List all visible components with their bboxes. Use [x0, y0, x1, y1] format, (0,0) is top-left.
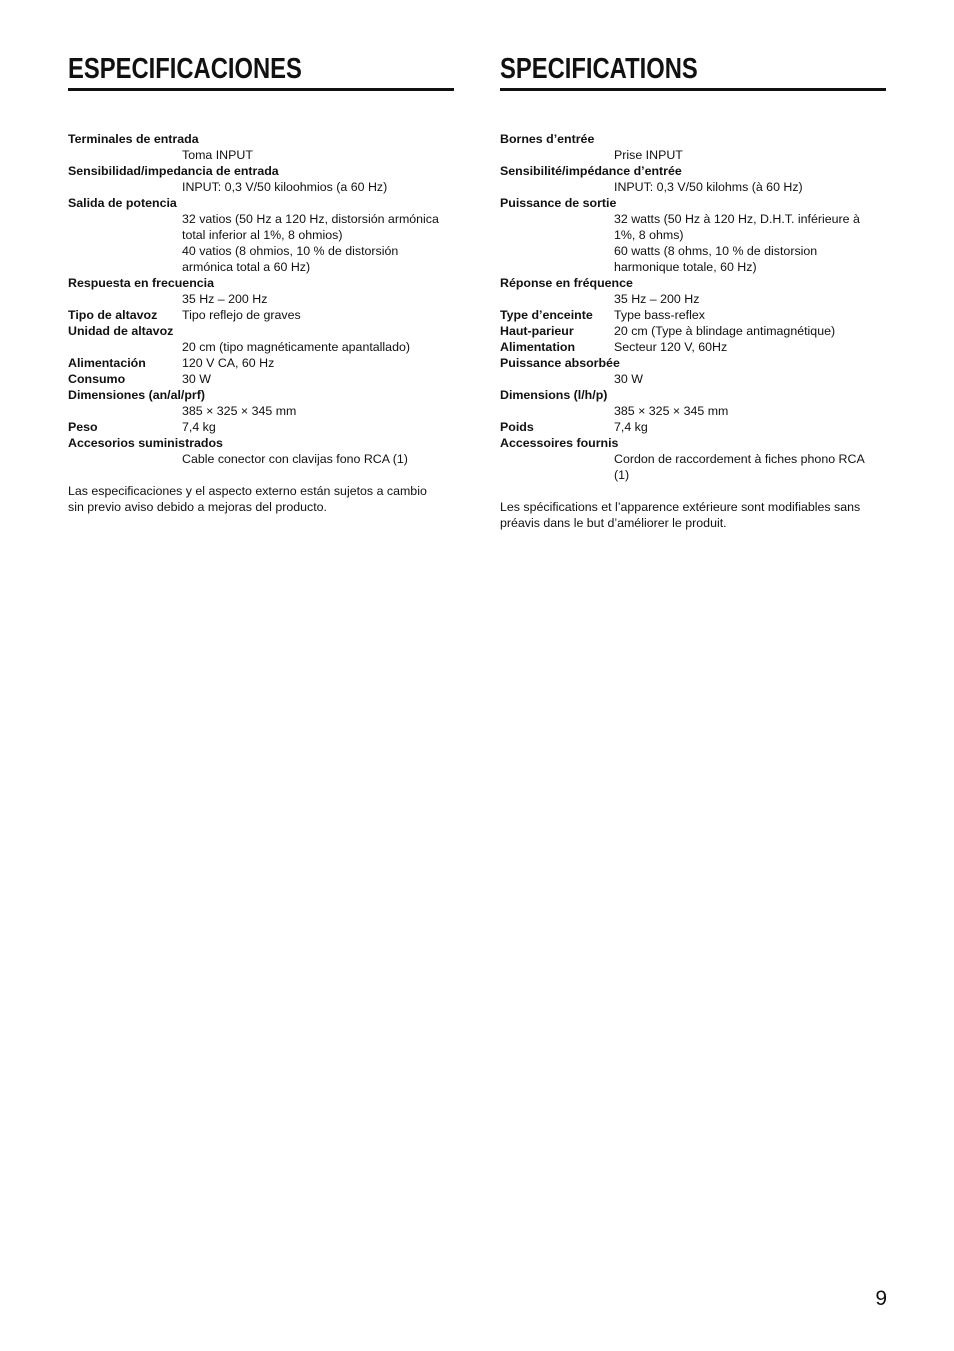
spanish-spec-list — [68, 131, 454, 467]
spec-value-weight: 7,4 kg — [614, 420, 648, 434]
spec-value-enclosure: Type bass-reflex — [614, 308, 705, 322]
spec-value-weight: 7,4 kg — [182, 420, 216, 434]
spec-label-speaker-type: Tipo de altavoz — [68, 308, 158, 322]
spec-label-input-terminals: Bornes d’entrée — [500, 132, 595, 146]
spec-value-power-output-line1: 32 vatios (50 Hz a 120 Hz, distorsión armónica — [182, 212, 439, 226]
french-specifications-column — [500, 52, 886, 531]
spec-value-sensitivity: INPUT: 0,3 V/50 kilohms (à 60 Hz) — [614, 180, 803, 194]
spec-value-consumption: 30 W — [614, 372, 643, 386]
spec-value-power-output-line3: 40 vatios (8 ohmios, 10 % de distorsión — [182, 244, 399, 258]
spec-label-power-output: Salida de potencia — [68, 196, 177, 210]
spec-label-power-output: Puissance de sortie — [500, 196, 617, 210]
spec-label-dimensions: Dimensiones (an/al/prf) — [68, 388, 206, 402]
spec-label-power-supply: Alimentación — [68, 356, 146, 370]
spec-value-power-supply: 120 V CA, 60 Hz — [182, 356, 275, 370]
spec-label-consumption: Puissance absorbée — [500, 356, 620, 370]
spec-label-speaker-unit: Unidad de altavoz — [68, 324, 174, 338]
spanish-specifications-column — [68, 52, 454, 515]
spec-value-sensitivity: INPUT: 0,3 V/50 kiloohmios (a 60 Hz) — [182, 180, 388, 194]
spec-label-frequency: Réponse en fréquence — [500, 276, 633, 290]
spec-label-sensitivity: Sensibilidad/impedancia de entrada — [68, 164, 279, 178]
spec-label-speaker: Haut-parieur — [500, 324, 574, 338]
spec-value-power-output-line2: 1%, 8 ohms) — [614, 228, 684, 242]
note-line: sin previo aviso debido a mejoras del producto. — [68, 500, 327, 514]
spec-label-input-terminals: Terminales de entrada — [68, 132, 199, 146]
spec-label-accessories: Accessoires fournis — [500, 436, 619, 450]
spec-value-input-terminals: Toma INPUT — [182, 148, 253, 162]
spec-value-accessories-line1: Cordon de raccordement à fiches phono RCA — [614, 452, 865, 466]
spec-label-weight: Peso — [68, 420, 98, 434]
spec-value-consumption: 30 W — [182, 372, 211, 386]
page-number: 9 — [875, 1287, 887, 1310]
spanish-page-title: ESPECIFICACIONES — [68, 53, 302, 85]
spec-label-power-supply: Alimentation — [500, 340, 576, 354]
spec-value-dimensions: 385 × 325 × 345 mm — [182, 404, 297, 418]
spec-value-power-output-line1: 32 watts (50 Hz à 120 Hz, D.H.T. inférieure à — [614, 212, 860, 226]
spec-value-speaker-type: Tipo reflejo de graves — [182, 308, 301, 322]
spanish-disclaimer-note — [68, 483, 454, 515]
spec-value-power-output-line4: armónica total a 60 Hz) — [182, 260, 311, 274]
spec-label-frequency: Respuesta en frecuencia — [68, 276, 214, 290]
spec-value-power-output-line4: harmonique totale, 60 Hz) — [614, 260, 757, 274]
spec-value-input-terminals: Prise INPUT — [614, 148, 683, 162]
spec-label-accessories: Accesorios suministrados — [68, 436, 223, 450]
spec-value-power-output-line3: 60 watts (8 ohms, 10 % de distorsion — [614, 244, 818, 258]
french-spec-list — [500, 131, 886, 483]
spec-value-power-supply: Secteur 120 V, 60Hz — [614, 340, 728, 354]
spec-value-dimensions: 385 × 325 × 345 mm — [614, 404, 729, 418]
spec-label-weight: Poids — [500, 420, 534, 434]
title-underline — [68, 88, 454, 91]
spec-value-speaker-unit: 20 cm (tipo magnéticamente apantallado) — [182, 340, 410, 354]
note-line: Les spécifications et l’apparence extérieure sont modifiables sans — [500, 500, 861, 514]
spec-label-dimensions: Dimensions (l/h/p) — [500, 388, 608, 402]
spec-label-consumption: Consumo — [68, 372, 126, 386]
spec-label-enclosure: Type d’enceinte — [500, 308, 593, 322]
note-line: Las especificaciones y el aspecto externo están sujetos a cambio — [68, 484, 427, 498]
note-line: préavis dans le but d’améliorer le produit. — [500, 516, 727, 530]
french-page-title: SPECIFICATIONS — [500, 53, 698, 85]
spec-value-accessories-line2: (1) — [614, 468, 630, 482]
spec-label-sensitivity: Sensibilité/impédance d’entrée — [500, 164, 682, 178]
french-disclaimer-note — [500, 499, 886, 531]
title-underline — [500, 88, 886, 91]
spec-value-frequency: 35 Hz – 200 Hz — [614, 292, 700, 306]
spec-value-power-output-line2: total inferior al 1%, 8 ohmios) — [182, 228, 343, 242]
spec-value-speaker: 20 cm (Type à blindage antimagnétique) — [614, 324, 836, 338]
spec-value-frequency: 35 Hz – 200 Hz — [182, 292, 268, 306]
spec-value-accessories: Cable conector con clavijas fono RCA (1) — [182, 452, 408, 466]
